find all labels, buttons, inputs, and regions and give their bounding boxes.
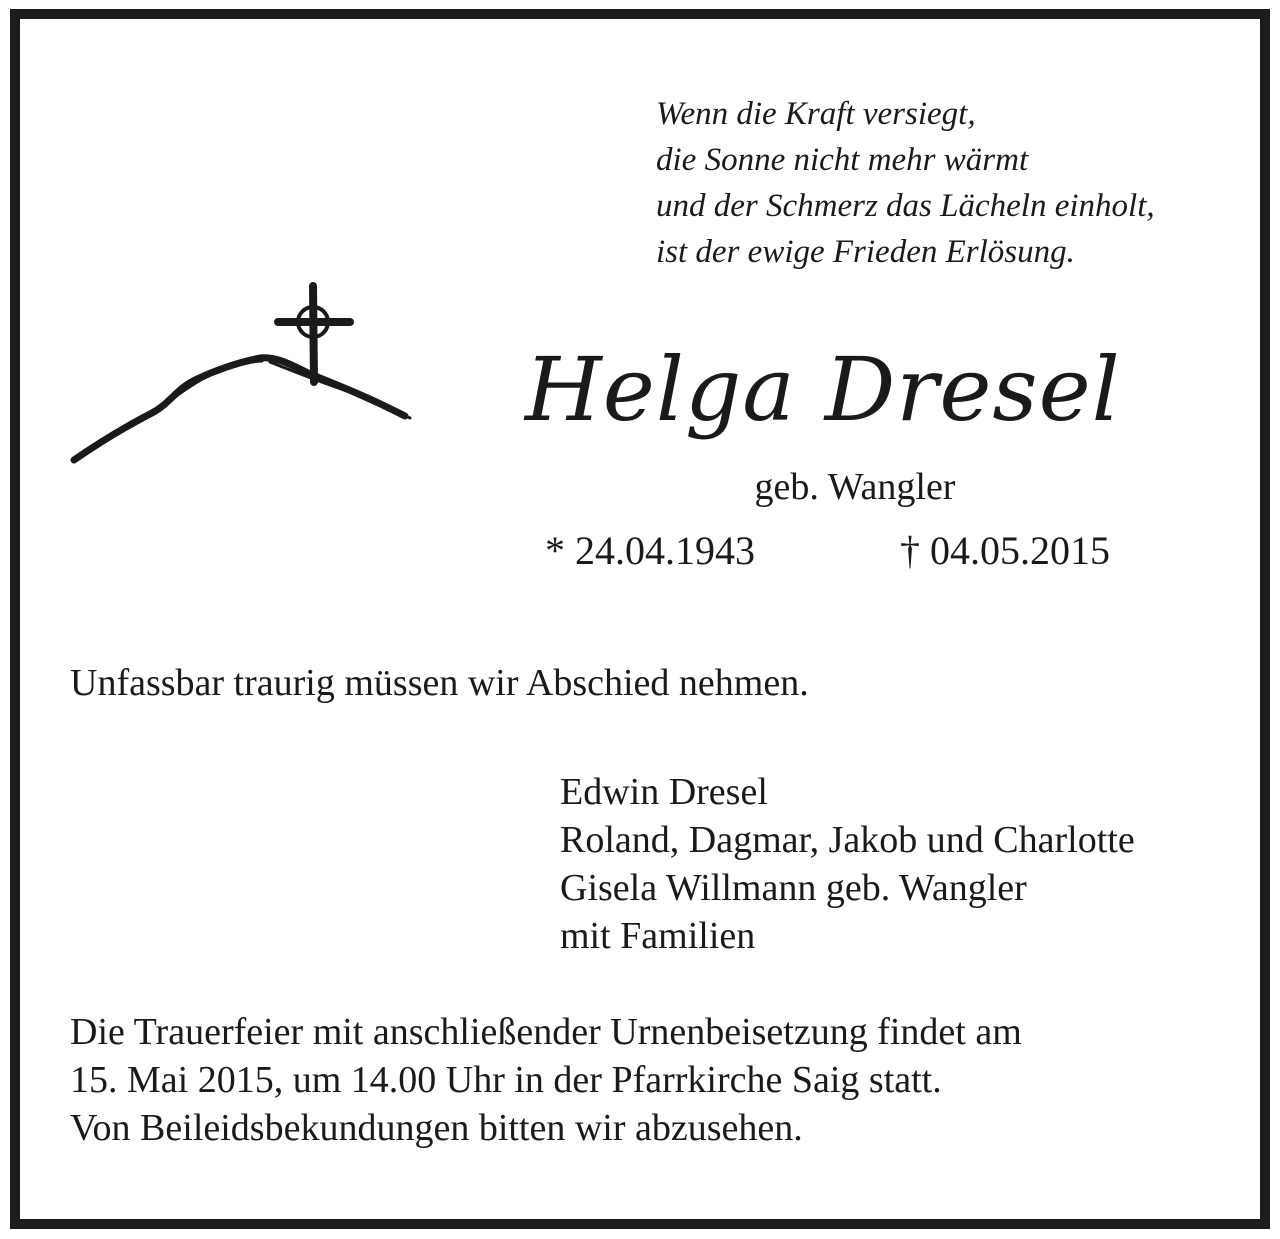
death-date: † 04.05.2015 <box>900 528 1110 573</box>
poem-line: die Sonne nicht mehr wärmt <box>656 142 1029 178</box>
mourner-line: Edwin Dresel <box>560 771 768 813</box>
mourner-line: mit Familien <box>560 915 756 957</box>
birth-date: * 24.04.1943 <box>545 528 755 573</box>
poem-line: ist der ewige Frieden Erlösung. <box>656 234 1075 270</box>
maiden-name: geb. Wangler <box>754 466 956 508</box>
poem-line: Wenn die Kraft versiegt, <box>656 96 976 132</box>
cross-on-hill-icon <box>70 282 415 467</box>
mourner-line: Roland, Dagmar, Jakob und Charlotte <box>560 819 1135 861</box>
service-line: 15. Mai 2015, um 14.00 Uhr in der Pfarrkirche Saig statt. <box>70 1059 942 1101</box>
service-info <box>70 1008 1022 1152</box>
mourners-list <box>560 768 1135 960</box>
service-line: Die Trauerfeier mit anschließender Urnenbeisetzung findet am <box>70 1011 1022 1053</box>
poem <box>656 91 1155 275</box>
poem-line: und der Schmerz das Lächeln einholt, <box>656 188 1155 224</box>
service-line: Von Beileidsbekundungen bitten wir abzusehen. <box>70 1107 803 1149</box>
lead-text: Unfassbar traurig müssen wir Abschied nehmen. <box>70 662 809 704</box>
deceased-name: Helga Dresel <box>525 338 1121 441</box>
mourner-line: Gisela Willmann geb. Wangler <box>560 867 1027 909</box>
